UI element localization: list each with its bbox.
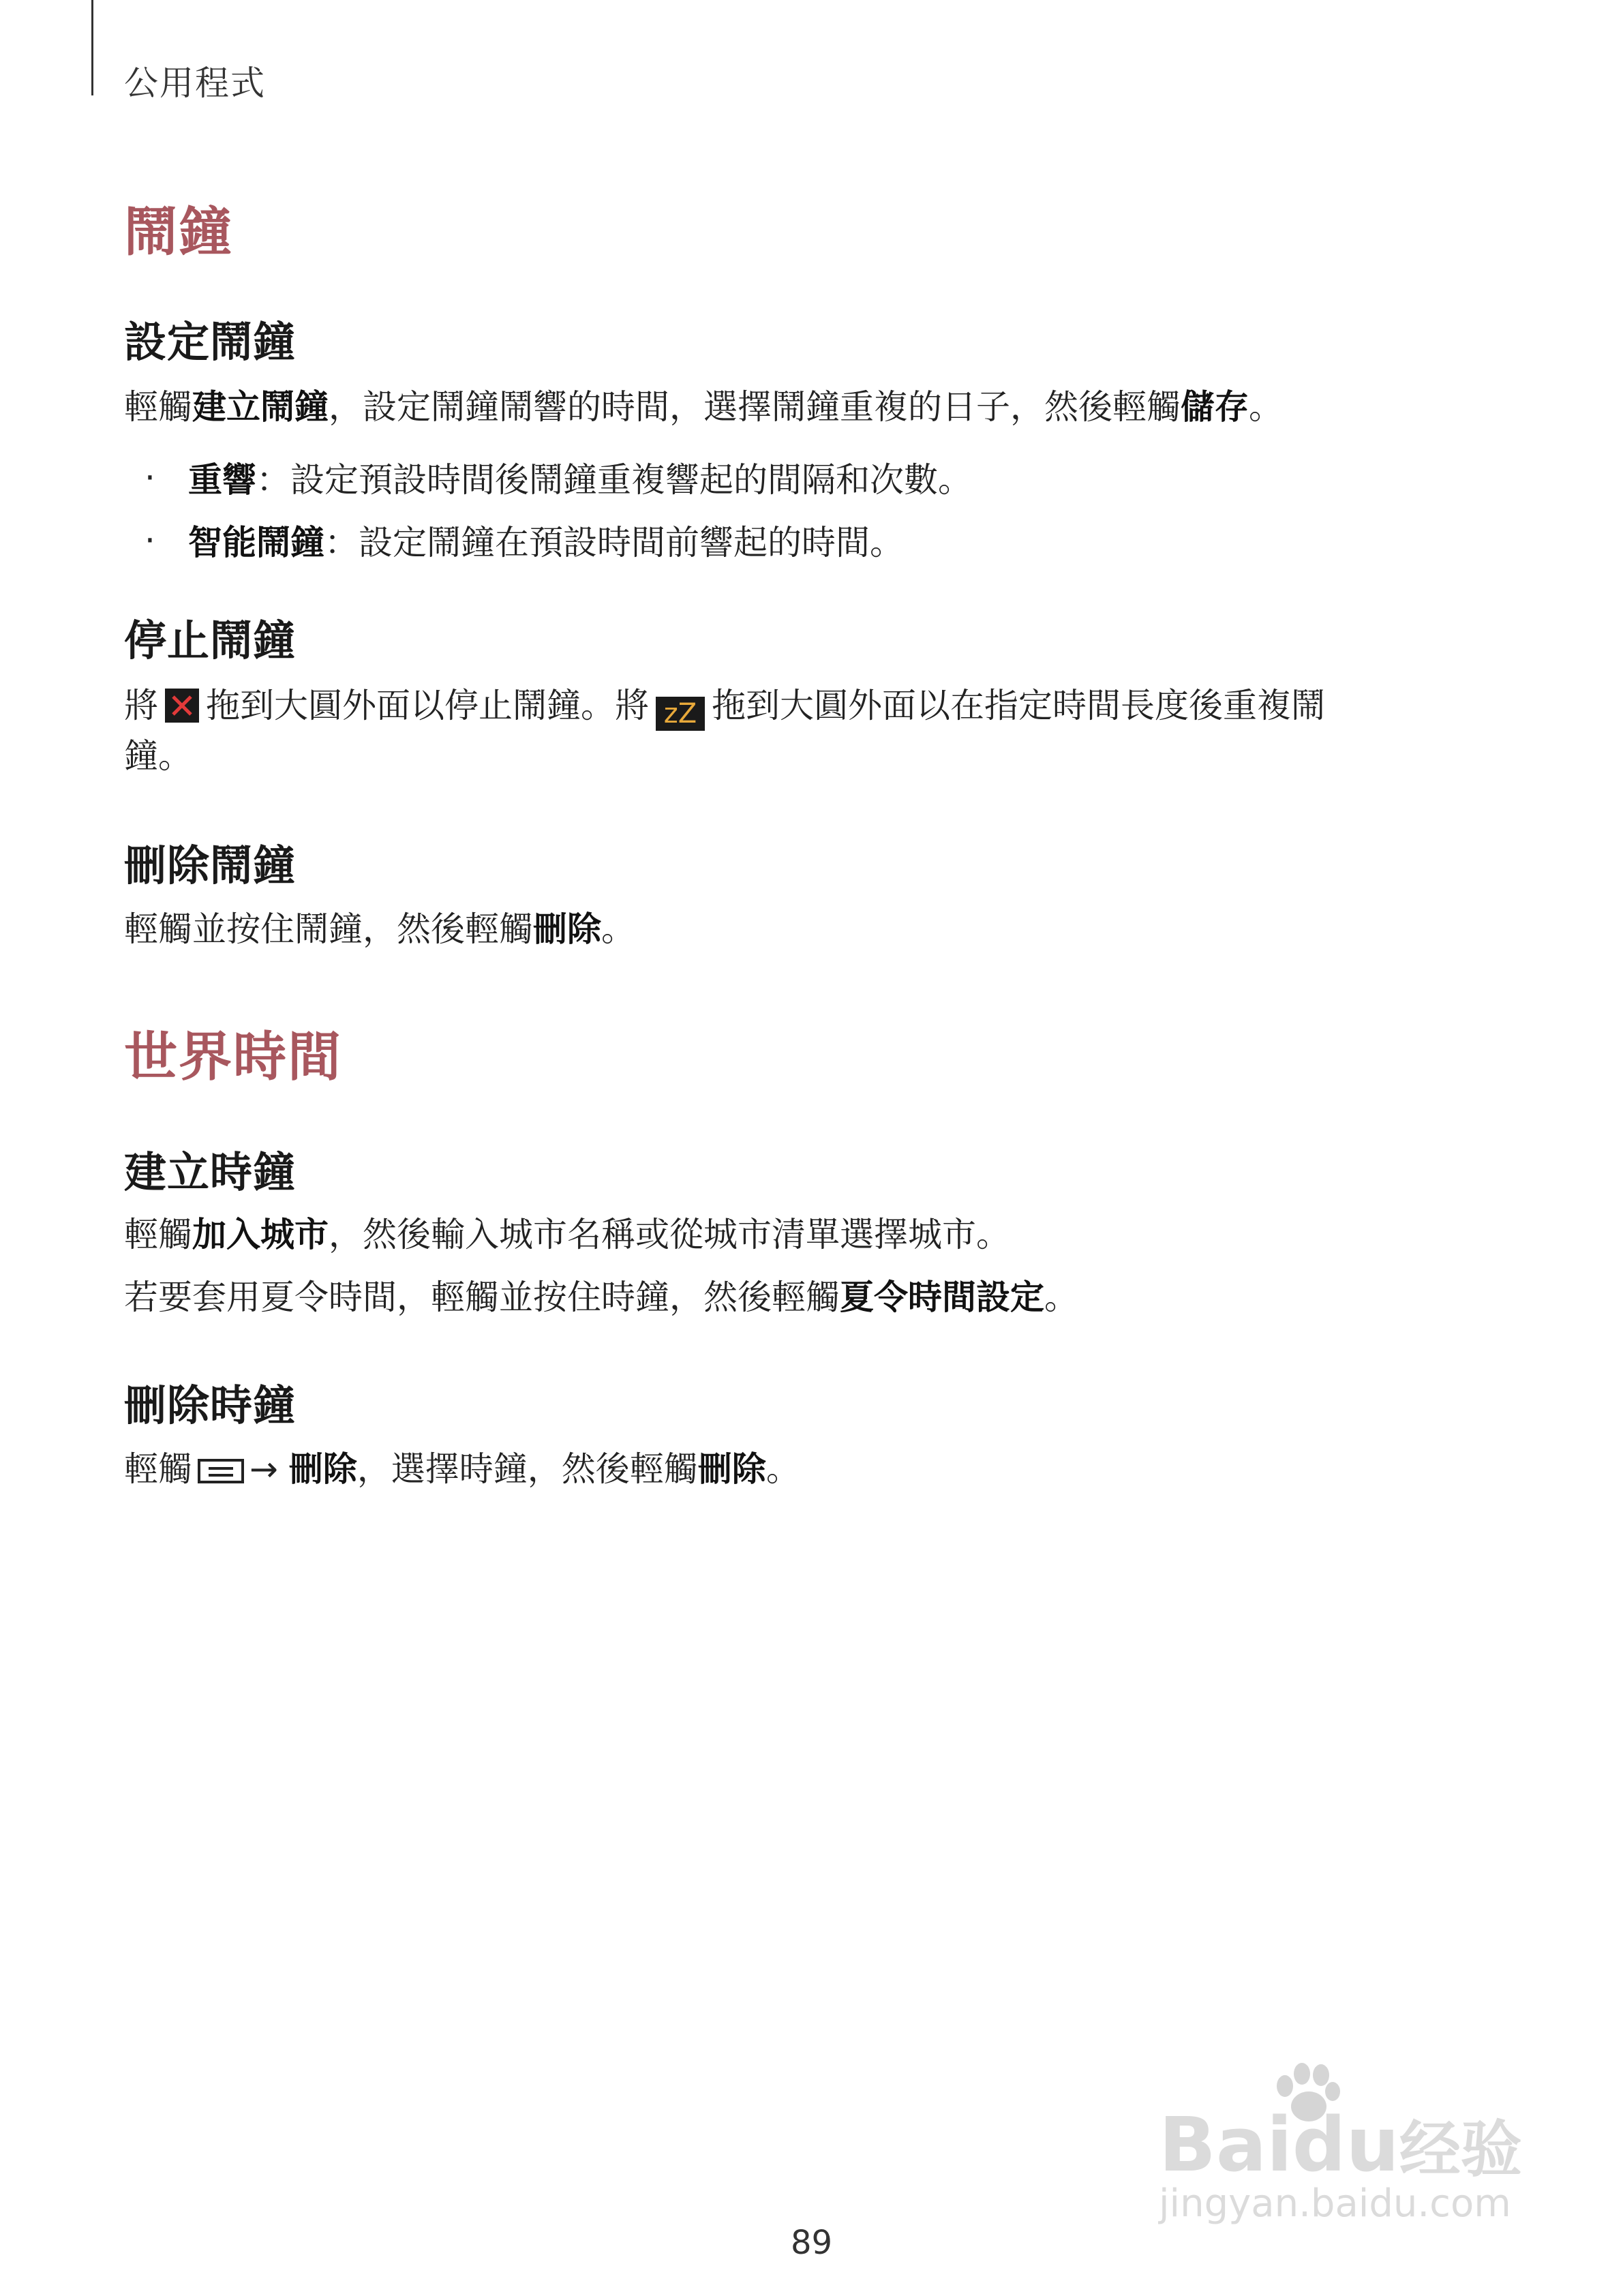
bullet-marker: · (145, 521, 155, 560)
delete-clock-paragraph: 輕觸 → 刪除，選擇時鐘，然後輕觸刪除。 (124, 1449, 800, 1489)
create-clock-heading: 建立時鐘 (124, 1147, 297, 1197)
delete-term: 刪除 (533, 909, 601, 949)
dst-settings-term: 夏令時間設定 (840, 1278, 1044, 1317)
delete-clock-heading: 刪除時鐘 (124, 1380, 297, 1430)
world-clock-title: 世界時間 (124, 1027, 343, 1088)
create-alarm-term: 建立鬧鐘 (192, 387, 329, 427)
bullet-smart-alarm: 智能鬧鐘：設定鬧鐘在預設時間前響起的時間。 (188, 523, 904, 562)
stop-alarm-paragraph: 將 拖到大圓外面以停止鬧鐘。將 zZ 拖到大圓外面以在指定時間長度後重複鬧 鐘。 (124, 686, 1325, 776)
delete-term: 刪除 (288, 1449, 357, 1489)
stop-alarm-heading: 停止鬧鐘 (124, 616, 297, 665)
watermark-url: jingyan.baidu.com (1159, 2181, 1511, 2226)
header-divider (91, 0, 93, 95)
set-alarm-paragraph: 輕觸建立鬧鐘，設定鬧鐘鬧響的時間，選擇鬧鐘重複的日子，然後輕觸儲存。 (124, 387, 1283, 427)
delete-alarm-heading: 刪除鬧鐘 (124, 841, 297, 890)
alarm-title: 鬧鐘 (124, 202, 234, 263)
create-clock-line-1: 輕觸加入城市，然後輸入城市名稱或從城市清單選擇城市。 (124, 1215, 1010, 1254)
baidu-watermark (1159, 2059, 1541, 2226)
add-city-term: 加入城市 (192, 1215, 329, 1254)
bullet-marker: · (145, 458, 155, 498)
page-number: 89 (791, 2224, 833, 2262)
snooze-icon: zZ (656, 697, 705, 731)
create-clock-line-2: 若要套用夏令時間，輕觸並按住時鐘，然後輕觸夏令時間設定。 (124, 1278, 1078, 1317)
close-icon (165, 689, 199, 723)
set-alarm-heading: 設定鬧鐘 (124, 317, 297, 367)
save-term: 儲存 (1181, 387, 1249, 427)
menu-icon (198, 1457, 244, 1485)
delete-term: 刪除 (697, 1449, 766, 1489)
section-label: 公用程式 (124, 63, 266, 103)
delete-alarm-paragraph: 輕觸並按住鬧鐘，然後輕觸刪除。 (124, 909, 635, 949)
watermark-brand: Baidu经验 (1159, 2101, 1522, 2188)
bullet-snooze: 重響：設定預設時間後鬧鐘重複響起的間隔和次數。 (188, 460, 972, 500)
